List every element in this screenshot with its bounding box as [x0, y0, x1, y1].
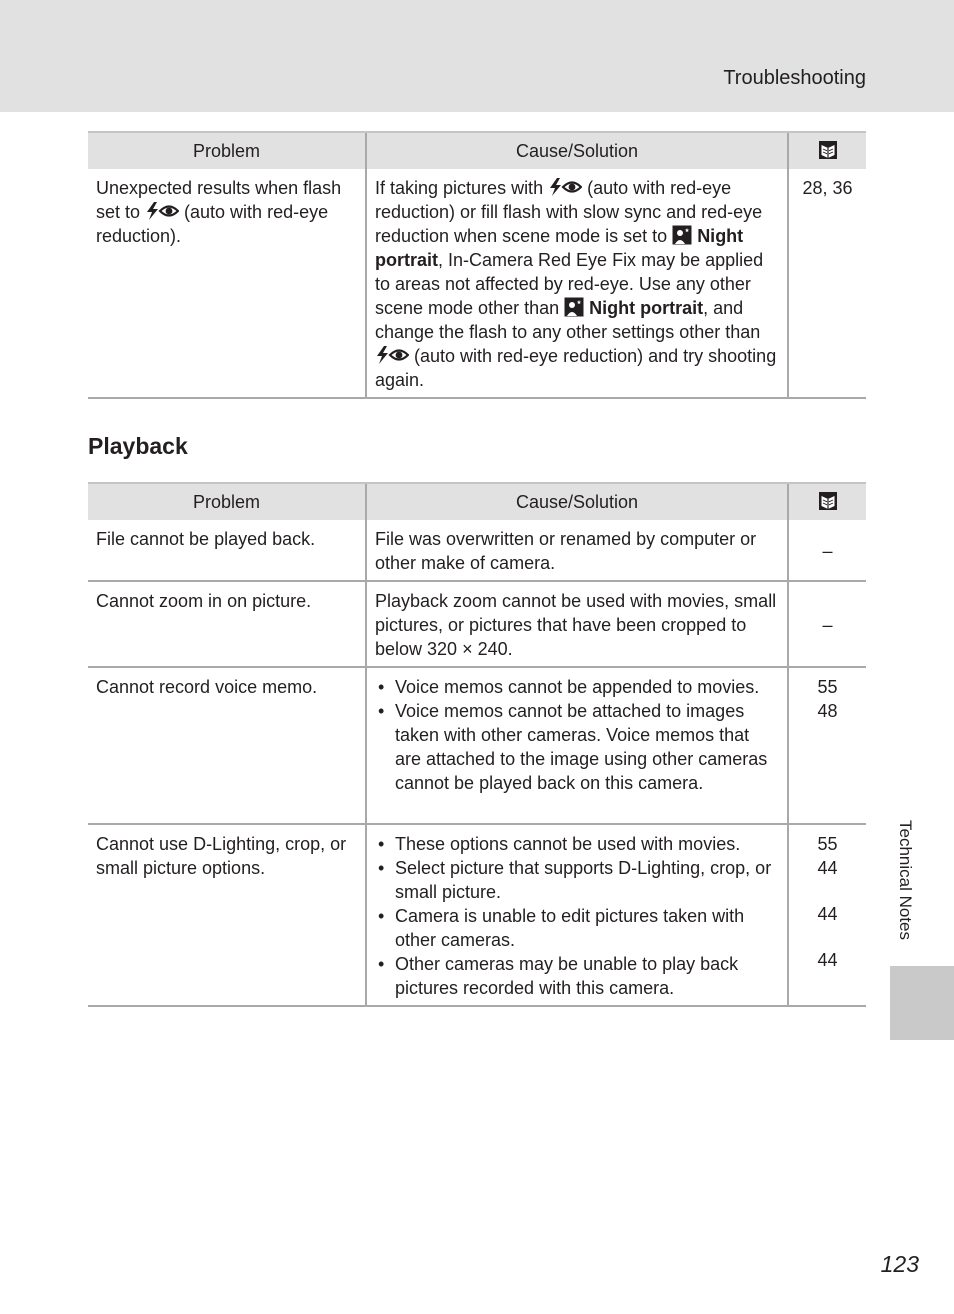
night-portrait-icon	[564, 297, 584, 317]
reference-cell	[788, 667, 866, 824]
reference-number: 44	[817, 858, 838, 878]
cause-column-header: Cause/Solution	[366, 483, 788, 520]
book-icon	[818, 491, 838, 511]
list-item: • Select picture that supports D-Lighting, crop, or small picture.	[375, 856, 779, 904]
table-header-row	[88, 483, 866, 520]
reference-cell	[788, 824, 866, 1006]
table-row	[88, 667, 866, 824]
bullet-list	[375, 675, 779, 795]
problem-cell: Cannot record voice memo.	[88, 667, 366, 824]
flash-troubleshooting-table	[88, 131, 866, 399]
table-row	[88, 824, 866, 1006]
flash-red-eye-icon	[375, 345, 409, 365]
table-row	[88, 581, 866, 667]
list-item: • Voice memos cannot be appended to movies.	[375, 675, 779, 699]
reference-number: 44	[817, 904, 838, 924]
problem-cell: Unexpected results when flash set to (auto with red-eye reduction).	[88, 169, 366, 398]
list-item: • These options cannot be used with movies.	[375, 832, 779, 856]
reference-number: 55	[817, 834, 838, 854]
bullet-list	[375, 832, 779, 1000]
night-portrait-icon	[672, 225, 692, 245]
flash-red-eye-icon	[548, 177, 582, 197]
list-item: • Camera is unable to edit pictures taken with other cameras.	[375, 904, 779, 952]
header-band	[0, 0, 954, 112]
flash-red-eye-icon	[145, 201, 179, 221]
problem-cell: Cannot use D-Lighting, crop, or small picture options.	[88, 824, 366, 1006]
cause-column-header: Cause/Solution	[366, 132, 788, 169]
cause-cell: File was overwritten or renamed by computer or other make of camera.	[366, 520, 788, 581]
problem-column-header: Problem	[88, 132, 366, 169]
cause-cell: Playback zoom cannot be used with movies, small pictures, or pictures that have been cropped to below 320 × 240.	[366, 581, 788, 667]
problem-cell: Cannot zoom in on picture.	[88, 581, 366, 667]
reference-number: 55	[817, 677, 838, 697]
reference-cell: –	[788, 520, 866, 581]
cause-cell	[366, 667, 788, 824]
table-header-row	[88, 132, 866, 169]
table-row	[88, 520, 866, 581]
reference-number: 44	[817, 950, 838, 970]
book-icon	[818, 140, 838, 160]
page-number: 123	[880, 1251, 919, 1277]
table-row	[88, 169, 866, 398]
problem-column-header: Problem	[88, 483, 366, 520]
page-header-title: Troubleshooting	[723, 67, 866, 89]
reference-column-header	[788, 483, 866, 520]
reference-number: 48	[817, 701, 838, 721]
list-item: • Other cameras may be unable to play back pictures recorded with this camera.	[375, 952, 779, 1000]
side-tab-label: Technical Notes	[896, 820, 915, 941]
playback-troubleshooting-table	[88, 482, 866, 1007]
reference-cell: 28, 36	[788, 169, 866, 398]
problem-cell: File cannot be played back.	[88, 520, 366, 581]
reference-column-header	[788, 132, 866, 169]
section-title-playback: Playback	[88, 433, 188, 459]
cause-cell	[366, 824, 788, 1006]
list-item: • Voice memos cannot be attached to images taken with other cameras. Voice memos that are attached to the image using other cameras cannot be played back on this camera.	[375, 699, 779, 795]
reference-cell: –	[788, 581, 866, 667]
cause-cell: If taking pictures with (auto with red-eye reduction) or fill flash with slow sync and red-eye reduction when scene mode is set to Night portrait, In-Camera Red Eye Fix may be applied to areas not affected by red-eye. Use any other scene mode other than Night portrait, and change the flash to any other settings other than (auto with red-eye reduction) and try shooting again.	[366, 169, 788, 398]
side-tab-marker	[890, 966, 954, 1040]
